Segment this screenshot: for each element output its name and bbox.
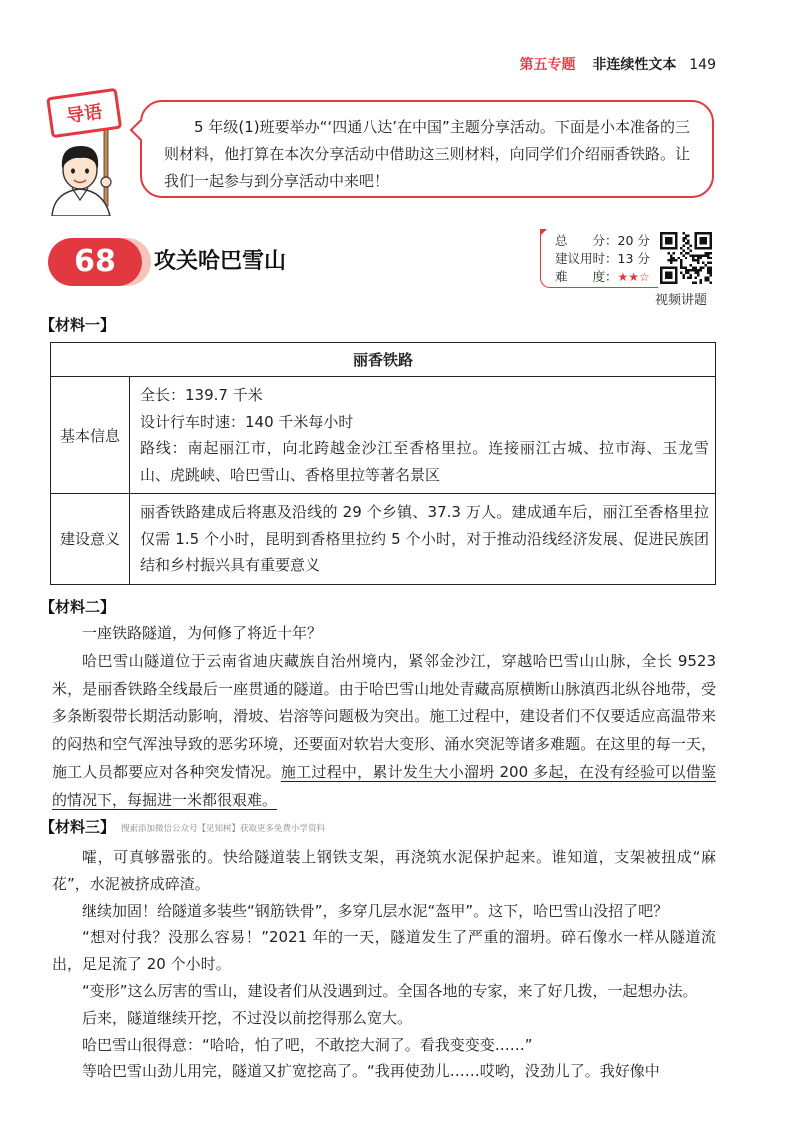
- video-lecture-label: 视频讲题: [655, 293, 708, 308]
- section-label: 第五专题: [519, 57, 576, 73]
- railway-info-table: [50, 342, 716, 585]
- material3-body: [52, 844, 716, 1085]
- route-line: 路线：南起丽江市，向北跨越金沙江至香格里拉。连接丽江古城、拉市海、玉龙雪山、虎跳峡、哈巴雪山、香格里拉等著名景区: [140, 439, 709, 484]
- intro-speech-bubble: [140, 100, 714, 198]
- paragraph-text: 哈巴雪山隧道位于云南省迪庆藏族自治州境内，紧邻金沙江，穿越哈巴雪山山脉，全长 9523 米，是丽香铁路全线最后一座贯通的隧道。由于哈巴雪山地处青藏高原横断山脉滇西北纵谷地带，受多条断裂带长期活动影响，滑坡、岩溶等问题极为突出。施工过程中，建设者们不仅要适应高温带来的闷热和空气浑浊导致的恶劣环境，还要面对软岩大变形、涌水突泥等诸多难题。在这里的每一天，施工人员都要应对各种突发情况。: [52, 651, 716, 781]
- difficulty-star-filled-icon: ★: [617, 270, 629, 284]
- topic-label: 非连续性文本: [592, 57, 677, 73]
- table-row: [51, 377, 716, 494]
- significance-line: 丽香铁路建成后将惠及沿线的 29 个乡镇、37.3 万人。建成通车后，丽江至香格里拉仅需 1.5 个小时，昆明到香格里拉约 5 个小时，对于推动沿线经济发展、促进民族团结和乡村振兴具有重要意义: [140, 503, 709, 574]
- row-content: [130, 377, 716, 494]
- table-header-row: [51, 343, 716, 377]
- boy-holding-sign-illustration: [38, 88, 142, 216]
- qr-code: [660, 232, 712, 284]
- intro-text: 5 年级(1)班要举办“‘四通八达’在中国”主题分享活动。下面是小本准备的三则材料，他打算在本次分享活动中借助这三则材料，向同学们介绍丽香铁路。让我们一起参与到分享活动中来吧！: [164, 118, 690, 190]
- paragraph: 后来，隧道继续开挖，不过没以前挖得那么宽大。: [82, 1008, 413, 1027]
- difficulty-star-empty-icon: ☆: [639, 270, 650, 284]
- row-label: 建设意义: [51, 494, 130, 585]
- material2-heading: 【材料二】: [40, 598, 116, 616]
- material1-heading: 【材料一】: [40, 316, 116, 334]
- row-content: [130, 494, 716, 585]
- page-number: 149: [689, 57, 716, 73]
- difficulty-row: [555, 268, 658, 286]
- material3-heading-row: [40, 816, 325, 837]
- speed-line: 设计行车时速：140 千米每小时: [140, 412, 354, 431]
- underlined-sentence: 施工过程中，累计发生大小溜坍 200 多起，在没有经验可以借鉴的情况下，每掘进一米都很艰难。: [52, 762, 716, 809]
- watermark-text: 搜索添加微信公众号【见知树】获取更多免费小学资料: [121, 823, 326, 834]
- lesson-number-badge: 68: [48, 238, 142, 286]
- lesson-title: 攻关哈巴雪山: [154, 249, 287, 274]
- material3-heading: 【材料三】: [40, 818, 116, 836]
- lesson-info-box: [540, 230, 658, 288]
- table-title: 丽香铁路: [51, 343, 716, 377]
- paragraph: “变形”这么厉害的雪山，建设者们从没遇到过。全国各地的专家，来了好几拨，一起想办法。: [82, 981, 698, 1000]
- length-line: 全长：139.7 千米: [140, 386, 263, 404]
- table-row: [51, 494, 716, 585]
- intro-sign-label: 导语: [65, 101, 104, 128]
- paragraph: [52, 648, 716, 815]
- difficulty-star-filled-icon: ★: [628, 270, 640, 284]
- paragraph: 继续加固！给隧道多装些“钢筋铁骨”，多穿几层水泥“盔甲”。这下，哈巴雪山没招了吧？: [82, 901, 669, 920]
- running-header: [520, 54, 716, 74]
- paragraph: “想对付我？没那么容易！”2021 年的一天，隧道发生了严重的溜坍。碎石像水一样从隧道流出，足足流了 20 个小时。: [52, 928, 716, 974]
- paragraph: 嚯，可真够嚣张的。快给隧道装上钢铁支架，再浇筑水泥保护起来。谁知道，支架被扭成“麻花”，水泥被挤成碎渣。: [52, 848, 716, 893]
- suggested-time: 建议用时：13 分: [555, 251, 650, 266]
- material2-body: [52, 620, 716, 815]
- row-label: 基本信息: [51, 377, 130, 494]
- paragraph: 一座铁路隧道，为何修了将近十年？: [82, 624, 323, 642]
- difficulty-label: 难 度：: [555, 269, 618, 284]
- difficulty-stars: [618, 269, 650, 284]
- paragraph: 哈巴雪山很得意：“哈哈，怕了吧，不敢挖大洞了。看我变变变……”: [82, 1035, 533, 1054]
- paragraph: 等哈巴雪山劲儿用完，隧道又扩宽挖高了。“我再使劲儿……哎哟，没劲儿了。我好像中: [82, 1062, 660, 1081]
- total-score: 总 分：20 分: [555, 233, 650, 248]
